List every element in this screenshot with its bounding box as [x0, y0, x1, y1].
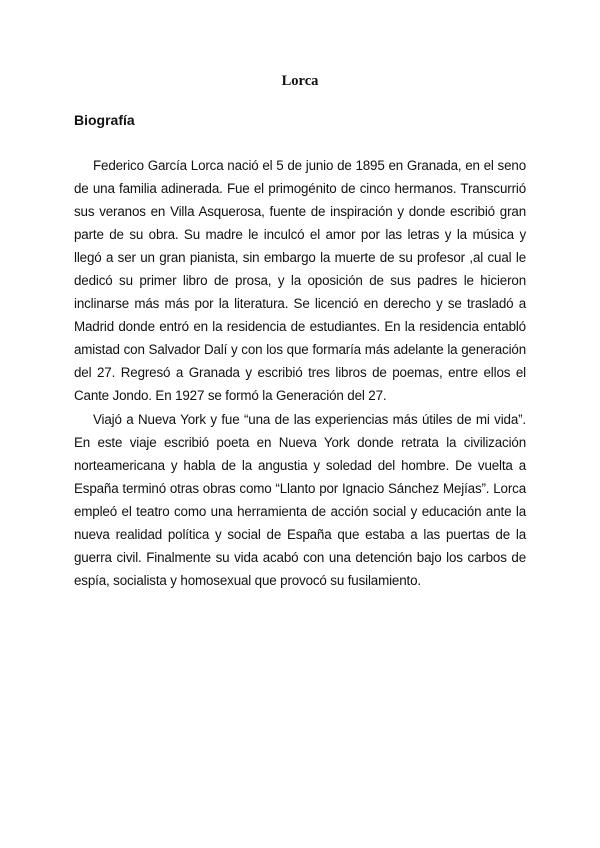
paragraph: Viajó a Nueva York y fue “una de las experiencias más útiles de mi vida”. En este viaje escribió poeta en Nueva York donde retrata la civilización norteamericana y habla de la angustia y soledad del hombre. De vuelta a España terminó otras obras como “Llanto por Ignacio Sánchez Mejías”. Lorca empleó el teatro como una herramienta de acción social y educación ante la nueva realidad política y social de España que estaba a las puertas de la guerra civil. Finalmente su vida acabó con una detención bajo los carbos de espía, socialista y homosexual que provocó su fusilamiento. [74, 411, 526, 588]
document-title: Lorca [281, 73, 319, 89]
section-heading: Biografía [74, 112, 135, 128]
paragraph: Federico García Lorca nació el 5 de junio de 1895 en Granada, en el seno de una familia adinerada. Fue el primogénito de cinco hermanos. Transcurrió sus veranos en Villa Asquerosa, fuente de inspiración y donde escribió gran parte de su obra. Su madre le inculcó el amor por las letras y la música y llegó a ser un gran pianista, sin embargo la muerte de su profesor ,al cual le dedicó su primer libro de prosa, y la oposición de sus padres le hicieron inclinarse más más por la literatura. Se licenció en derecho y se trasladó a Madrid donde entró en la residencia de estudiantes. En la residencia entabló amistad con Salvador Dalí y con los que formaría más adelante la generación del 27. Regresó a Granada y escribió tres libros de poemas, entre ellos el Cante Jondo. En 1927 se formó la Generación del 27. [74, 158, 526, 404]
body-text [74, 154, 526, 592]
